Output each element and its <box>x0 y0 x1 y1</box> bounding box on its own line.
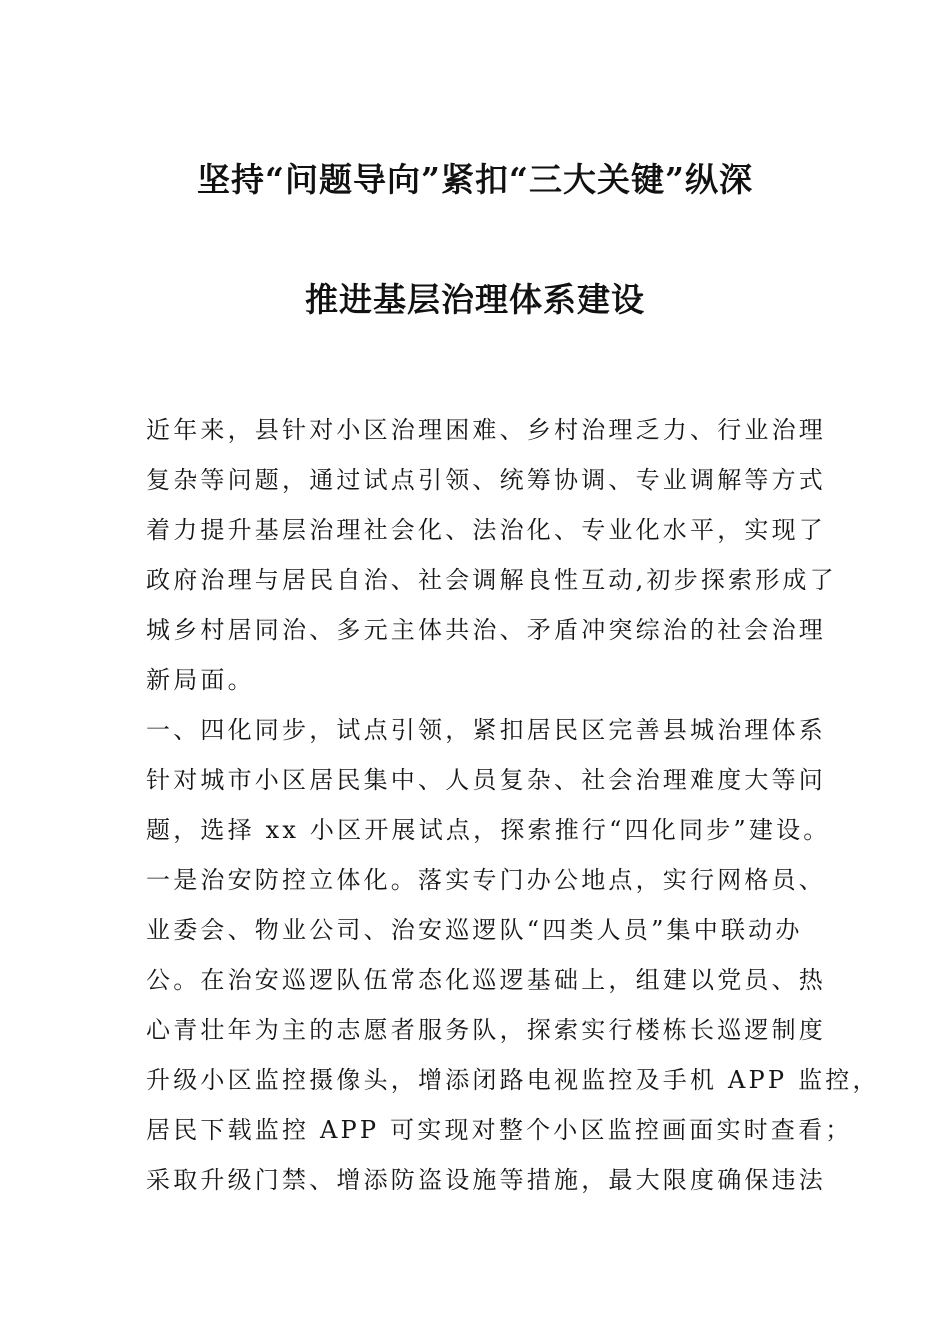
paragraph-line: 业委会、物业公司、治安巡逻队“四类人员”集中联动办 <box>146 916 803 944</box>
paragraph-line: 复杂等问题，通过试点引领、统筹协调、专业调解等方式 <box>146 466 826 494</box>
paragraph-line: 着力提升基层治理社会化、法治化、专业化水平，实现了 <box>146 516 826 544</box>
paragraph-line: 新局面。 <box>146 666 255 694</box>
paragraph-line: 政府治理与居民自治、社会调解良性互动,初步探索形成了 <box>146 566 837 594</box>
paragraph-line: 一是治安防控立体化。落实专门办公地点，实行网格员、 <box>146 866 826 894</box>
paragraph-line: 城乡村居同治、多元主体共治、矛盾冲突综治的社会治理 <box>146 616 826 644</box>
paragraph-line: 采取升级门禁、增添防盗设施等措施，最大限度确保违法 <box>146 1166 826 1194</box>
document-title-line-1: 坚持“问题导向”紧扣“三大关键”纵深 <box>197 160 753 199</box>
paragraph-line: 题，选择 xx 小区开展试点，探索推行“四化同步”建设。 <box>146 816 831 844</box>
paragraph-line: 居民下载监控 APP 可实现对整个小区监控画面实时查看； <box>146 1116 853 1144</box>
paragraph-line: 心青壮年为主的志愿者服务队，探索实行楼栋长巡逻制度 <box>146 1016 826 1044</box>
paragraph-line: 近年来，县针对小区治理困难、乡村治理乏力、行业治理 <box>146 416 826 444</box>
document-title-line-2: 推进基层治理体系建设 <box>305 280 645 319</box>
section-heading: 一、四化同步，试点引领，紧扣居民区完善县城治理体系 <box>146 716 826 744</box>
paragraph-line: 升级小区监控摄像头，增添闭路电视监控及手机 APP 监控， <box>146 1066 880 1094</box>
paragraph-line: 公。在治安巡逻队伍常态化巡逻基础上，组建以党员、热 <box>146 966 826 994</box>
paragraph-line: 针对城市小区居民集中、人员复杂、社会治理难度大等问 <box>146 766 826 794</box>
